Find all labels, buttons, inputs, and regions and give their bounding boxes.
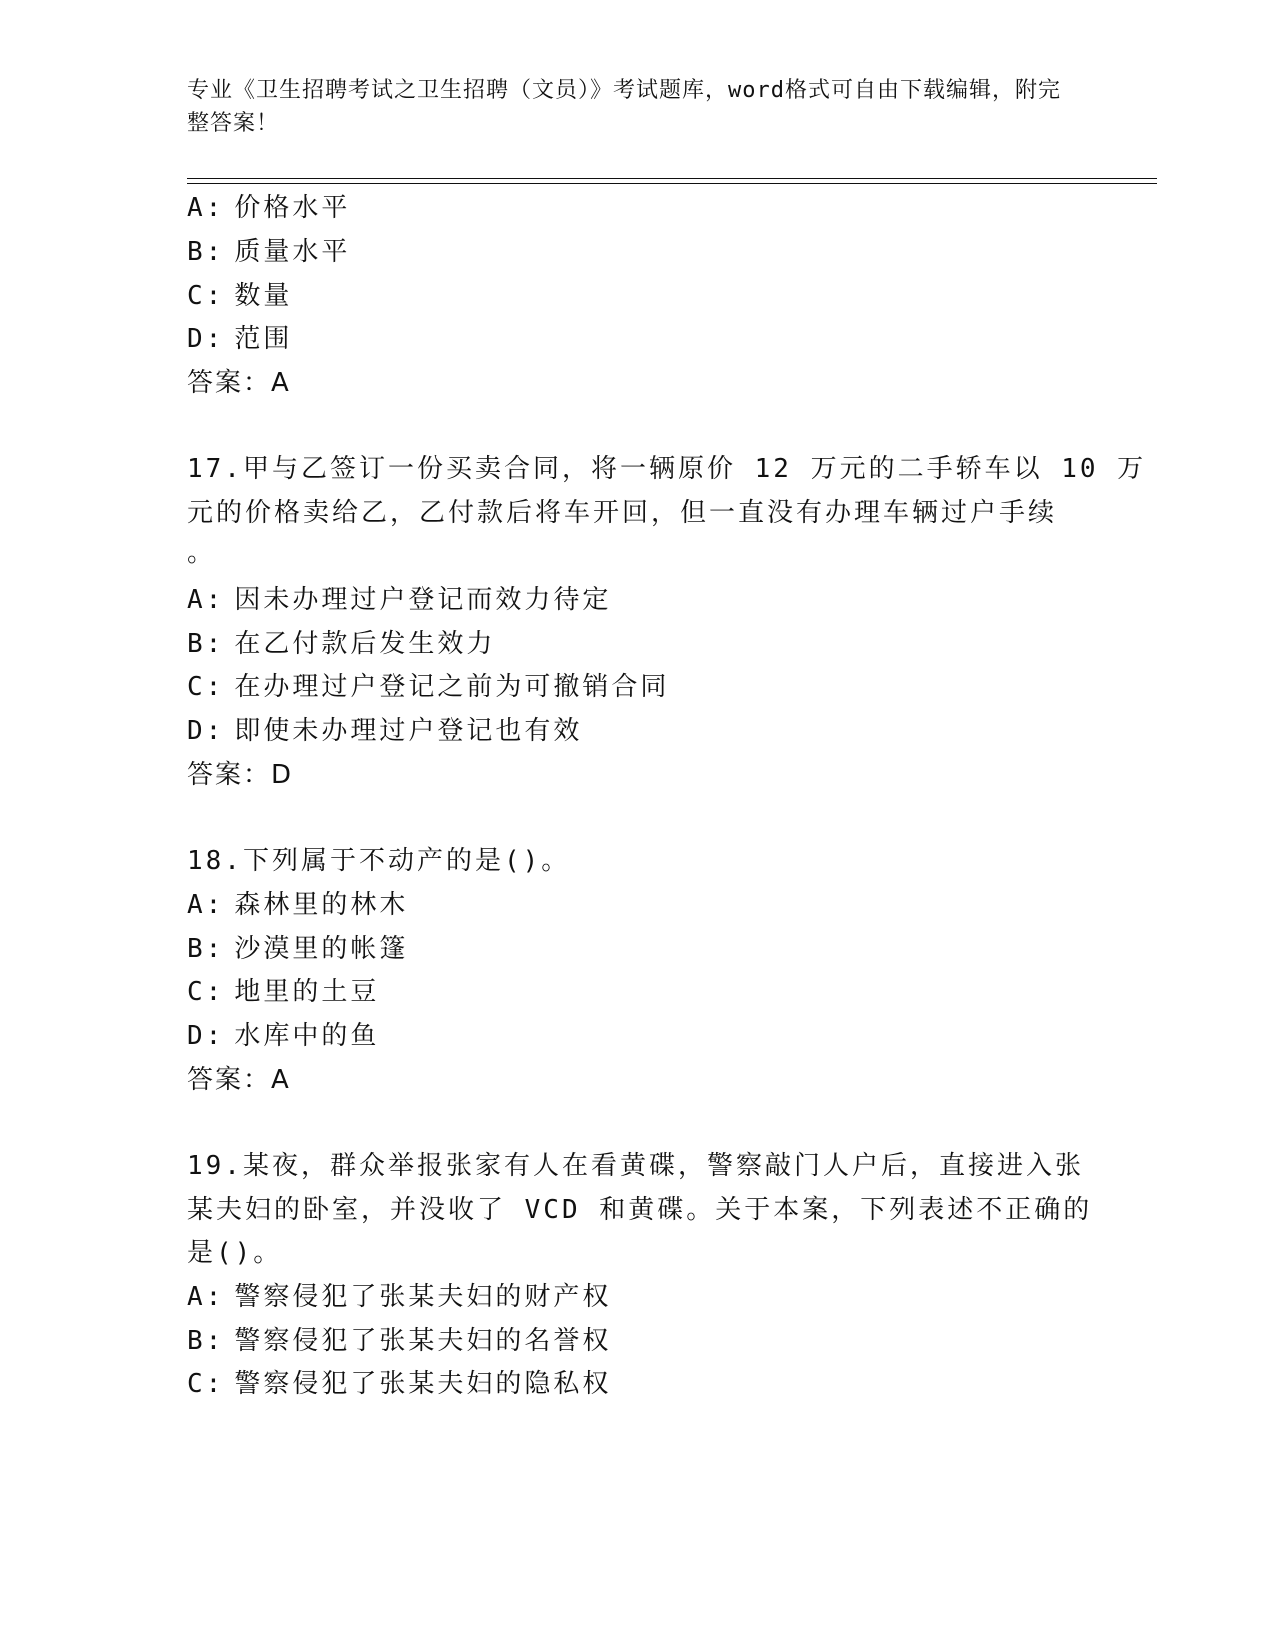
document-header: 专业《卫生招聘考试之卫生招聘（文员）》考试题库，word格式可自由下载编辑，附完整答案！	[187, 78, 1061, 136]
question-19-line-2: 某夫妇的卧室，并没收了 VCD 和黄碟。关于本案，下列表述不正确的	[187, 1195, 1093, 1225]
option-a: A: 警察侵犯了张某夫妇的财产权	[187, 1282, 612, 1312]
option-a: A: 森林里的林木	[187, 890, 409, 920]
option-b: B: 沙漠里的帐篷	[187, 934, 409, 964]
option-c: C: 地里的土豆	[187, 977, 380, 1007]
option-d: D: 即使未办理过户登记也有效	[187, 716, 583, 746]
option-b: B: 质量水平	[187, 237, 351, 267]
option-c: C: 数量	[187, 281, 293, 311]
option-b: B: 警察侵犯了张某夫妇的名誉权	[187, 1326, 612, 1356]
question-19-line-1: 19.某夜，群众举报张家有人在看黄碟，警察敲门人户后，直接进入张	[187, 1151, 1084, 1181]
option-a: A: 价格水平	[187, 193, 351, 223]
option-c: C: 警察侵犯了张某夫妇的隐私权	[187, 1369, 612, 1399]
answer: 答案：A	[187, 368, 291, 398]
option-b: B: 在乙付款后发生效力	[187, 629, 496, 659]
option-c: C: 在办理过户登记之前为可撤销合同	[187, 672, 670, 702]
header-divider-top	[187, 178, 1157, 179]
answer: 答案：D	[187, 760, 294, 790]
option-d: D: 水库中的鱼	[187, 1021, 380, 1051]
answer: 答案：A	[187, 1065, 291, 1095]
question-17-line-2: 元的价格卖给乙，乙付款后将车开回，但一直没有办理车辆过户手续	[187, 498, 1058, 528]
question-17-line-3: 。	[187, 538, 217, 568]
question-19-line-3: 是()。	[187, 1238, 283, 1268]
question-18-line-1: 18.下列属于不动产的是()。	[187, 846, 571, 876]
option-d: D: 范围	[187, 324, 293, 354]
option-a: A: 因未办理过户登记而效力待定	[187, 585, 612, 615]
question-17-line-1: 17.甲与乙签订一份买卖合同，将一辆原价 12 万元的二手轿车以 10 万	[187, 454, 1147, 484]
header-divider-bottom	[187, 183, 1157, 184]
